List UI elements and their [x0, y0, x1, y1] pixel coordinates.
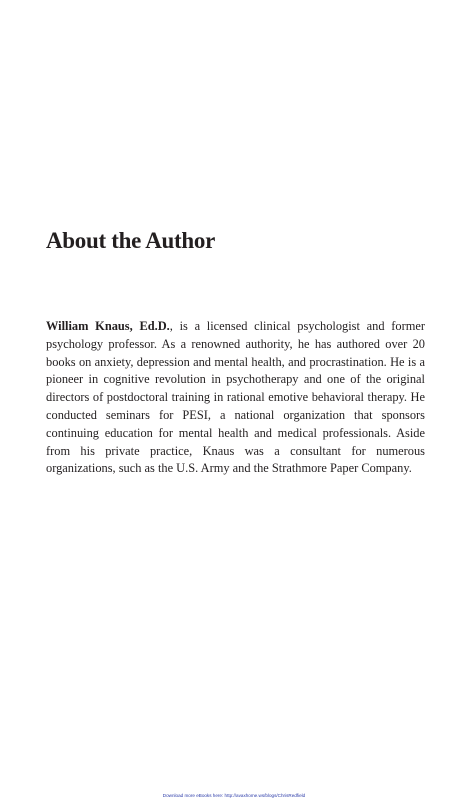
download-link[interactable]: Download more eBooks here: http://avaxhome.ws/blogs/ChrisRedfield	[162, 793, 306, 798]
author-name: William Knaus, Ed.D.	[46, 319, 170, 333]
author-bio-text: , is a licensed clinical psychologist and former psychology professor. As a renowned authority, he has authored over 20 books on anxiety, depression and mental health, and procrastination. He is a pioneer in cognitive revolution in psychotherapy and one of the original directors of postdoctoral training in rational emotive behavioral therapy. He conducted seminars for PESI, a national organization that sponsors continuing education for mental health and medical professionals. Aside from his private practice, Knaus was a consultant for numerous organizations, such as the U.S. Army and the Strathmore Paper Company.	[46, 319, 425, 476]
author-bio	[46, 318, 425, 478]
page-title: About the Author	[46, 228, 216, 253]
